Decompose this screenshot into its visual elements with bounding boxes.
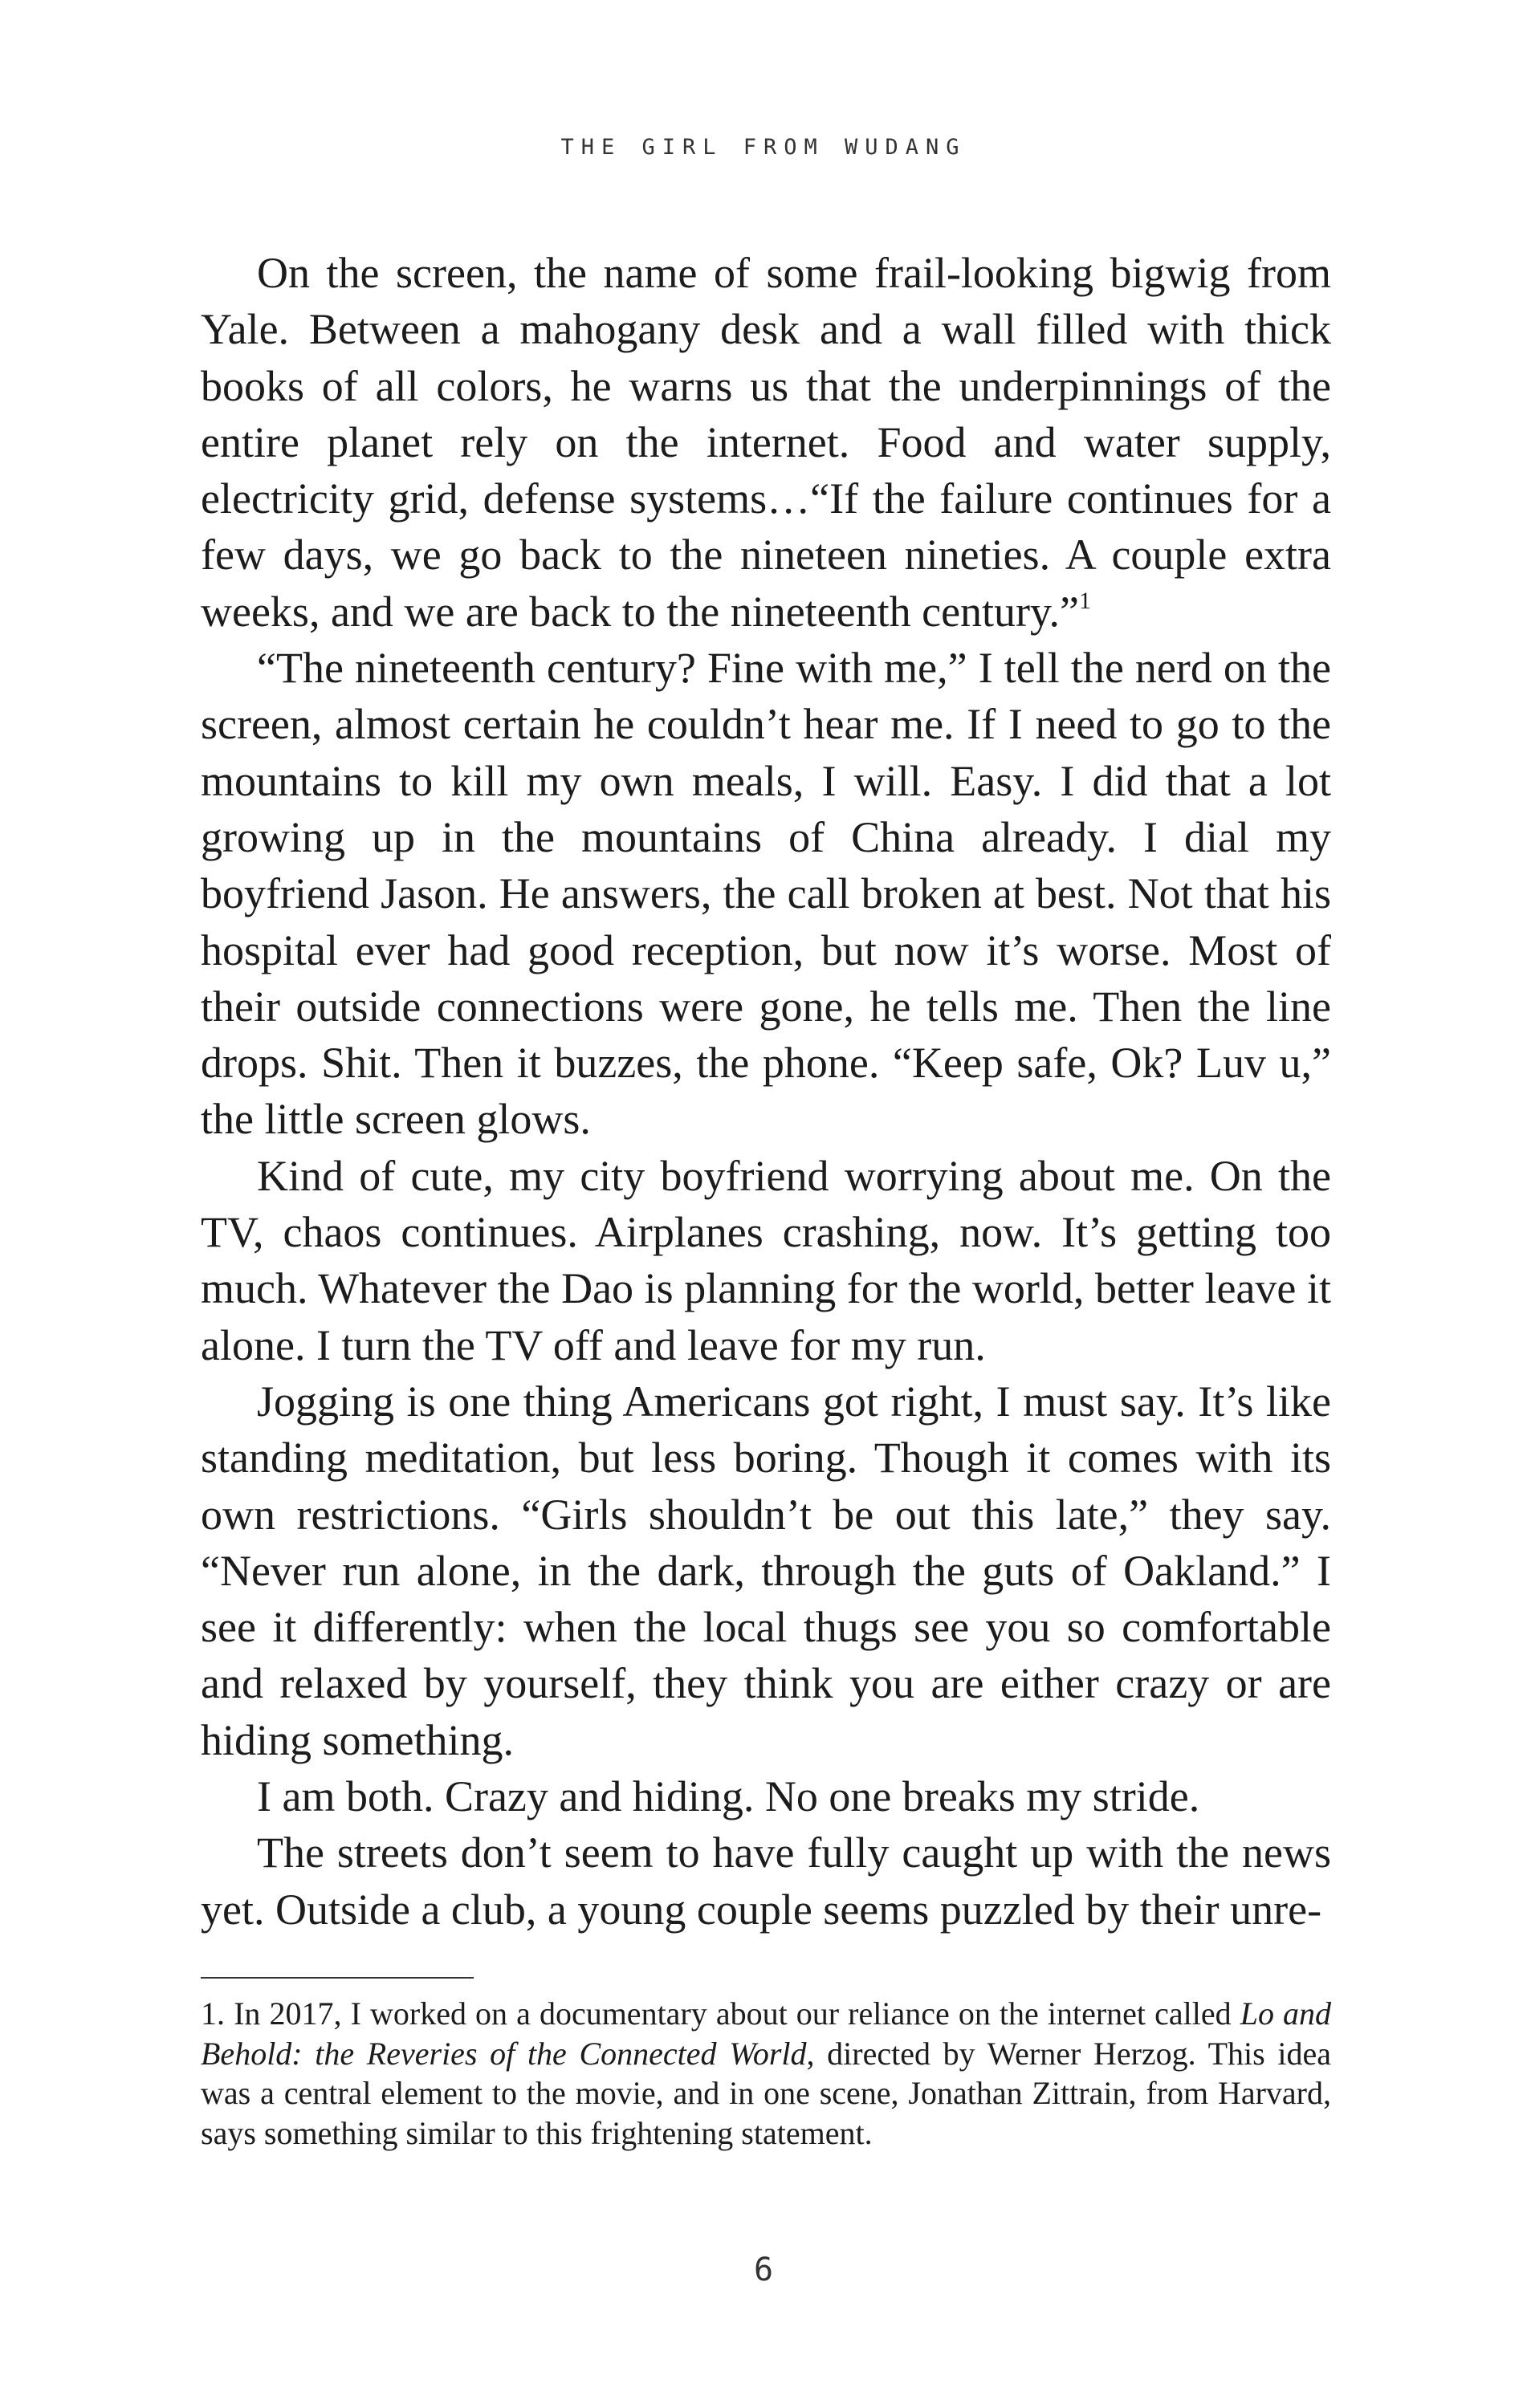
footnote-text-before: In 2017, I worked on a documentary about our reliance on the internet called <box>234 1995 1232 2032</box>
footnotes <box>201 1994 1331 2153</box>
paragraph <box>201 245 1331 640</box>
footnote-film-title: Lo and Behold: the Reveries of the Connected World <box>201 1995 1332 2072</box>
paragraph: I am both. Crazy and hiding. No one breaks my stride. <box>257 1772 1200 1821</box>
paragraph: The streets don’t seem to have fully caught up with the news yet. Outside a club, a young couple seems puzzled by their unre- <box>201 1828 1331 1934</box>
paragraph: Jogging is one thing Americans got right, I must say. It’s like standing meditation, but less boring. Though it comes with its own restrictions. “Girls shouldn’t be out this late,” they say. “Never run alone, in the dark, through the guts of Oakland.” I see it differently: when the local thugs see you so comfortable and relaxed by yourself, they think you are either crazy or are hiding something. <box>201 1377 1331 1764</box>
body-text <box>201 245 1331 1938</box>
footnote-number: 1. <box>201 1995 225 2032</box>
running-head: THE GIRL FROM WUDANG <box>560 135 967 160</box>
footnote-divider <box>201 1977 474 1979</box>
paragraph-text: On the screen, the name of some frail-looking bigwig from Yale. Between a mahogany desk and a wall filled with thick books of all colors, he warns us that the underpinnings of the entire planet rely on the internet. Food and water supply, electricity grid, defense systems…“If the failure continues for a few days, we go back to the nineteen nineties. A couple extra weeks, and we are back to the nineteenth century.” <box>201 249 1331 636</box>
footnote-text-after: , directed by Werner Herzog. This idea was a central element to the movie, and in one scene, Jonathan Zittrain, from Harvard, says something similar to this frightening statement. <box>201 2035 1331 2151</box>
footnote-reference: 1 <box>1079 587 1092 614</box>
page-number: 6 <box>753 2251 774 2288</box>
footnote <box>201 1994 1331 2153</box>
paragraph: “The nineteenth century? Fine with me,” I tell the nerd on the screen, almost certain he couldn’t hear me. If I need to go to the mountains to kill my own meals, I will. Easy. I did that a lot growing up in the mountains of China already. I dial my boyfriend Jason. He answers, the call broken at best. Not that his hospital ever had good reception, but now it’s worse. Most of their outside connections were gone, he tells me. Then the line drops. Shit. Then it buzzes, the phone. “Keep safe, Ok? Luv u,” the little screen glows. <box>201 644 1331 1144</box>
paragraph: Kind of cute, my city boyfriend worrying about me. On the TV, chaos continues. Airplanes crashing, now. It’s getting too much. Whatever the Dao is planning for the world, better leave it alone. I turn the TV off and leave for my run. <box>201 1151 1331 1369</box>
